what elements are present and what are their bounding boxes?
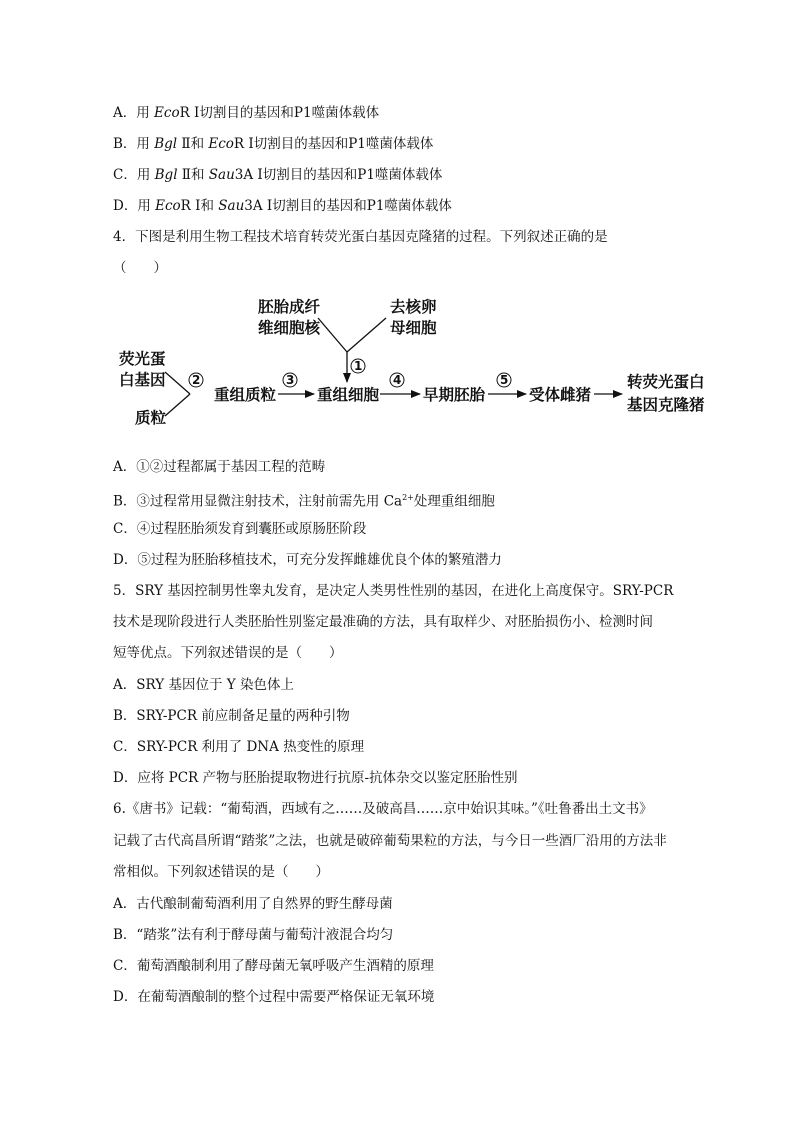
- q3-a-suffix: 切割目的基因和P1噬菌体载体: [199, 105, 380, 121]
- step1-label: 1: [354, 359, 363, 373]
- q3-b-suffix: 切割目的基因和P1噬菌体载体: [253, 136, 434, 152]
- q3-d-enzyme2-italic: Sau: [218, 198, 245, 214]
- q4-b-superscript: 2+: [402, 493, 414, 502]
- q3-d-enzyme1-italic: Eco: [155, 198, 181, 214]
- plasmid-converge-line: [165, 394, 190, 416]
- q6-option-c: C．葡萄酒酿制利用了酵母菌无氧呼吸产生酒精的原理: [113, 958, 434, 974]
- enucleated-egg-label-1: 去核卵: [390, 298, 437, 316]
- q6-option-b: B．“踏浆”法有利于酵母菌与葡萄汁液混合均匀: [113, 927, 394, 943]
- step3-label: 3: [286, 373, 295, 387]
- q5-option-a: A．SRY 基因位于 Y 染色体上: [113, 677, 294, 693]
- recipient-sow-label: 受体雌猪: [529, 386, 592, 404]
- q5-option-c: C．SRY-PCR 利用了 DNA 热变性的原理: [113, 739, 365, 755]
- fluorescent-gene-label-2: 白基因: [119, 371, 166, 389]
- q5-stem-line3: 短等优点。下列叙述错误的是（ ）: [113, 645, 343, 661]
- q3-c-suffix: 切割目的基因和P1噬菌体载体: [262, 167, 443, 183]
- q5-option-d: D．应将 PCR 产物与胚胎提取物进行抗原-抗体杂交以鉴定胚胎性别: [113, 770, 518, 786]
- plasmid-label: 质粒: [135, 409, 167, 427]
- q4-stem: 4．下图是利用生物工程技术培育转荧光蛋白基因克隆猪的过程。下列叙述正确的是: [113, 229, 608, 245]
- q3-d-enzyme2-rest: 3A Ⅰ: [244, 198, 273, 214]
- q6-option-a: A．古代酿制葡萄酒利用了自然界的野生酵母菌: [113, 896, 393, 912]
- q3-option-c: [113, 166, 442, 184]
- recombinant-cell-label: 重组细胞: [317, 386, 380, 404]
- q3-d-suffix: 切割目的基因和P1噬菌体载体: [272, 198, 452, 214]
- egg-converge-line: [347, 318, 386, 352]
- q5-stem-line1: 5．SRY 基因控制男性睾丸发育，是决定人类男性性别的基因，在进化上高度保守。SRY-PCR: [113, 583, 674, 599]
- fibroblast-converge-line: [318, 318, 347, 352]
- step5-label: 5: [500, 373, 509, 387]
- step4-label: 4: [393, 373, 402, 387]
- fibroblast-nucleus-label-1: 胚胎成纤: [258, 298, 321, 316]
- q4-b-text-end: 处理重组细胞: [413, 493, 495, 510]
- fibroblast-nucleus-label-2: 维细胞核: [258, 319, 321, 337]
- q6-option-d: D．在葡萄酒酿制的整个过程中需要严格保证无氧环境: [113, 989, 435, 1005]
- q3-c-enzyme1-italic: Bgl: [154, 167, 178, 183]
- q5-stem-line2: 技术是现阶段进行人类胚胎性别鉴定最准确的方法，具有取样少、对胚胎损伤小、检测时间: [113, 614, 653, 630]
- q4-b-text: B．③过程常用显微注射技术，注射前需先用 Ca: [113, 493, 403, 510]
- q6-stem-line1: 6.《唐书》记载：“葡萄酒，西域有之……及破高昌……京中始识其味。”《吐鲁番出土文书》: [113, 801, 653, 817]
- enucleated-egg-label-2: 母细胞: [390, 319, 437, 337]
- q3-option-a: [113, 104, 379, 122]
- q6-stem-line2: 记载了古代高昌所谓“踏浆”之法，也就是破碎葡萄果粒的方法，与今日一些酒厂沿用的方法非: [113, 833, 667, 849]
- cloning-process-diagram: [110, 290, 710, 430]
- q3-b-prefix: B．用: [113, 136, 155, 152]
- q5-option-b: B．SRY-PCR 前应制备足量的两种引物: [113, 708, 350, 724]
- q3-a-prefix: A．用: [113, 105, 155, 121]
- early-embryo-label: 早期胚胎: [423, 386, 486, 404]
- q3-b-enzyme2-italic: Eco: [208, 136, 234, 152]
- q3-option-d: [113, 197, 452, 215]
- q3-c-enzyme2-italic: Sau: [208, 167, 235, 183]
- q3-a-enzyme-rest: R Ⅰ: [179, 105, 200, 121]
- recombinant-plasmid-label: 重组质粒: [214, 386, 277, 404]
- q3-d-prefix: D．用: [113, 198, 156, 214]
- result-label-1: 转荧光蛋白: [627, 373, 705, 391]
- q4-option-b: [113, 489, 495, 511]
- q4-answer-paren: （ ）: [113, 260, 167, 276]
- q3-d-enzyme1-rest: R Ⅰ和: [180, 198, 219, 214]
- q4-option-a: A．①②过程都属于基因工程的范畴: [113, 459, 326, 475]
- q4-option-c: C．④过程胚胎须发育到囊胚或原肠胚阶段: [113, 521, 367, 537]
- q3-b-enzyme1-italic: Bgl: [154, 136, 178, 152]
- result-label-2: 基因克隆猪: [627, 396, 705, 414]
- q3-a-enzyme-italic: Eco: [154, 105, 180, 121]
- q3-c-enzyme1-rest: Ⅱ和: [177, 167, 209, 183]
- q3-c-prefix: C．用: [113, 167, 155, 183]
- q3-c-enzyme2-rest: 3A Ⅰ: [234, 167, 263, 183]
- q3-b-enzyme1-rest: Ⅱ和: [177, 136, 209, 152]
- q4-option-d: D．⑤过程为胚胎移植技术，可充分发挥雌雄优良个体的繁殖潜力: [113, 552, 502, 568]
- q3-option-b: [113, 135, 433, 153]
- step2-label: 2: [192, 373, 201, 387]
- fluorescent-gene-label-1: 荧光蛋: [119, 350, 166, 368]
- gene-converge-line: [165, 372, 190, 394]
- q3-b-enzyme2-rest: R Ⅰ: [233, 136, 254, 152]
- q6-stem-line3: 常相似。下列叙述错误的是（ ）: [113, 864, 329, 880]
